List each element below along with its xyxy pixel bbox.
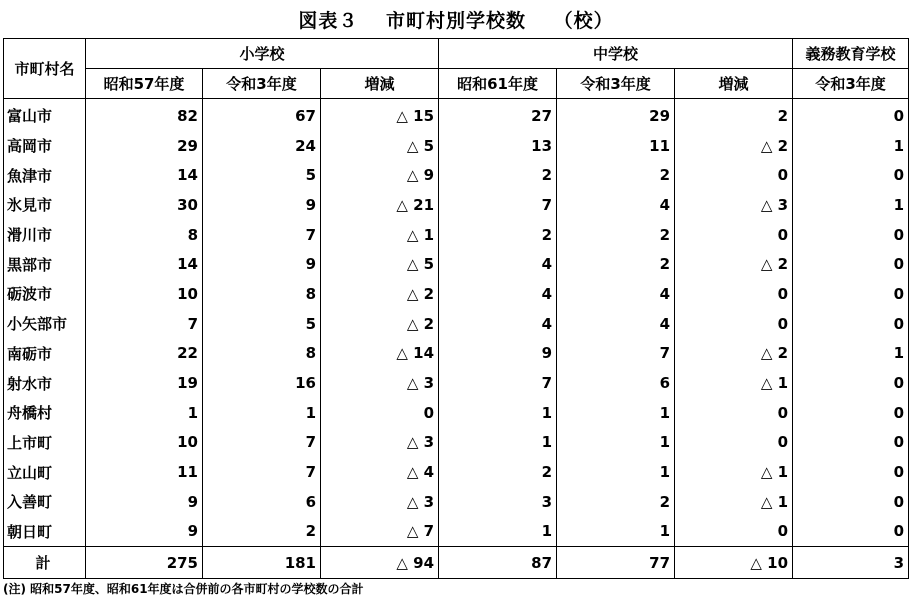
table-cell: 4 [557,279,675,309]
table-cell: △ 2 [321,309,439,339]
table-row [4,249,909,279]
table-cell: 0 [793,249,909,279]
table-cell: 11 [86,457,203,487]
table-cell: 30 [86,190,203,220]
table-cell: △ 3 [321,428,439,458]
table-cell: 10 [86,428,203,458]
total-row [4,547,909,579]
table-cell: 14 [86,249,203,279]
table-cell: 0 [793,279,909,309]
table-cell: △ 14 [321,339,439,369]
table-cell: 7 [557,339,675,369]
table-cell: △ 1 [675,487,793,517]
table-cell: 9 [86,517,203,547]
table-cell: 19 [86,368,203,398]
municipality-name: 立山町 [4,457,86,487]
table-cell: 0 [793,99,909,131]
header-elementary-school: 小学校 [86,39,439,69]
table-row [4,309,909,339]
table-cell: 1 [793,339,909,369]
table-cell: △ 2 [675,339,793,369]
table-cell: 5 [203,160,321,190]
table-cell: 2 [439,220,557,250]
table-cell: 8 [203,279,321,309]
table-cell: △ 3 [321,368,439,398]
table-cell: 8 [203,339,321,369]
table-cell: △ 5 [321,131,439,161]
municipality-name: 小矢部市 [4,309,86,339]
table-cell: 2 [203,517,321,547]
table-cell: 87 [439,547,557,579]
table-title: 図表３ 市町村別学校数 （校） [298,10,614,32]
table-cell: 7 [86,309,203,339]
table-cell: △ 3 [675,190,793,220]
table-row [4,160,909,190]
table-cell: △ 3 [321,487,439,517]
table-cell: 1 [439,398,557,428]
municipality-name: 上市町 [4,428,86,458]
municipality-name: 魚津市 [4,160,86,190]
table-cell: 4 [439,249,557,279]
table-cell: △ 2 [675,131,793,161]
table-cell: 7 [203,220,321,250]
table-cell: 5 [203,309,321,339]
table-cell: 2 [557,220,675,250]
municipality-name: 南砺市 [4,339,86,369]
table-cell: 0 [675,398,793,428]
header-jr-change: 増減 [675,69,793,99]
table-cell: 29 [557,99,675,131]
table-cell: 9 [203,249,321,279]
table-cell: 4 [557,309,675,339]
table-cell: 1 [793,190,909,220]
table-cell: △ 2 [675,249,793,279]
table-row [4,279,909,309]
table-cell: 0 [793,220,909,250]
table-cell: △ 1 [675,368,793,398]
table-cell: 2 [557,160,675,190]
header-compulsory-school: 義務教育学校 [793,39,909,69]
table-row [4,487,909,517]
table-cell: 7 [203,457,321,487]
table-cell: 2 [439,160,557,190]
table-cell: 6 [557,368,675,398]
table-cell: 14 [86,160,203,190]
table-row [4,398,909,428]
table-cell: 24 [203,131,321,161]
table-cell: 7 [203,428,321,458]
footnote: (注) 昭和57年度、昭和61年度は合併前の各市町村の学校数の合計 [3,582,364,596]
header-elem-change: 増減 [321,69,439,99]
header-elem-r3: 令和3年度 [203,69,321,99]
table-cell: 1 [86,398,203,428]
table-cell: 275 [86,547,203,579]
municipality-name: 砺波市 [4,279,86,309]
table-cell: △ 10 [675,547,793,579]
table-cell: 77 [557,547,675,579]
table-cell: 0 [793,517,909,547]
table-cell: 0 [793,487,909,517]
header-elem-s57: 昭和57年度 [86,69,203,99]
table-cell: 10 [86,279,203,309]
table-row [4,99,909,131]
table-cell: △ 21 [321,190,439,220]
municipality-name: 舟橋村 [4,398,86,428]
table-cell: 0 [675,279,793,309]
table-cell: △ 1 [321,220,439,250]
table-cell: 1 [203,398,321,428]
total-label: 計 [4,547,86,579]
table-cell: 0 [793,398,909,428]
header-jr-r3: 令和3年度 [557,69,675,99]
table-cell: 3 [439,487,557,517]
header-junior-high-school: 中学校 [439,39,793,69]
table-cell: △ 7 [321,517,439,547]
table-cell: 67 [203,99,321,131]
table-cell: 2 [439,457,557,487]
table-cell: △ 4 [321,457,439,487]
table-row [4,457,909,487]
municipality-name: 高岡市 [4,131,86,161]
table-cell: △ 9 [321,160,439,190]
table-cell: 0 [675,160,793,190]
table-row [4,517,909,547]
table-cell: 8 [86,220,203,250]
municipality-name: 朝日町 [4,517,86,547]
table-row [4,190,909,220]
table-cell: △ 2 [321,279,439,309]
table-cell: 7 [439,190,557,220]
table-cell: 0 [793,368,909,398]
table-row [4,428,909,458]
municipality-name: 射水市 [4,368,86,398]
table-cell: 1 [557,428,675,458]
table-cell: △ 94 [321,547,439,579]
table-cell: 13 [439,131,557,161]
table-cell: 0 [793,160,909,190]
table-cell: 9 [86,487,203,517]
header-jr-s61: 昭和61年度 [439,69,557,99]
table-cell: △ 15 [321,99,439,131]
table-cell: 2 [675,99,793,131]
header-comp-r3: 令和3年度 [793,69,909,99]
table-cell: 22 [86,339,203,369]
table-cell: 29 [86,131,203,161]
table-cell: 1 [557,517,675,547]
table-cell: 0 [675,309,793,339]
table-cell: 4 [557,190,675,220]
table-cell: 4 [439,309,557,339]
table-row [4,339,909,369]
table-cell: 2 [557,487,675,517]
table-cell: 4 [439,279,557,309]
municipality-name: 滑川市 [4,220,86,250]
table-cell: 0 [675,428,793,458]
table-row [4,220,909,250]
table-cell: 1 [439,428,557,458]
table-row [4,368,909,398]
table-cell: 0 [675,220,793,250]
municipality-name: 氷見市 [4,190,86,220]
table-cell: 1 [439,517,557,547]
table-cell: 9 [439,339,557,369]
table-cell: 16 [203,368,321,398]
table-cell: 82 [86,99,203,131]
table-cell: 27 [439,99,557,131]
table-cell: 6 [203,487,321,517]
table-cell: 1 [557,398,675,428]
table-cell: 11 [557,131,675,161]
table-cell: 9 [203,190,321,220]
table-cell: 7 [439,368,557,398]
table-cell: 1 [793,131,909,161]
municipality-name: 黒部市 [4,249,86,279]
table-row [4,131,909,161]
municipality-name: 富山市 [4,99,86,131]
table-cell: 0 [793,309,909,339]
table-cell: 0 [675,517,793,547]
table-cell: 0 [321,398,439,428]
table-cell: 2 [557,249,675,279]
table-cell: 0 [793,428,909,458]
table-cell: 1 [557,457,675,487]
header-municipality: 市町村名 [4,39,86,99]
table-cell: △ 1 [675,457,793,487]
school-count-table [3,38,909,579]
table-cell: △ 5 [321,249,439,279]
table-cell: 3 [793,547,909,579]
municipality-name: 入善町 [4,487,86,517]
table-cell: 181 [203,547,321,579]
table-cell: 0 [793,457,909,487]
